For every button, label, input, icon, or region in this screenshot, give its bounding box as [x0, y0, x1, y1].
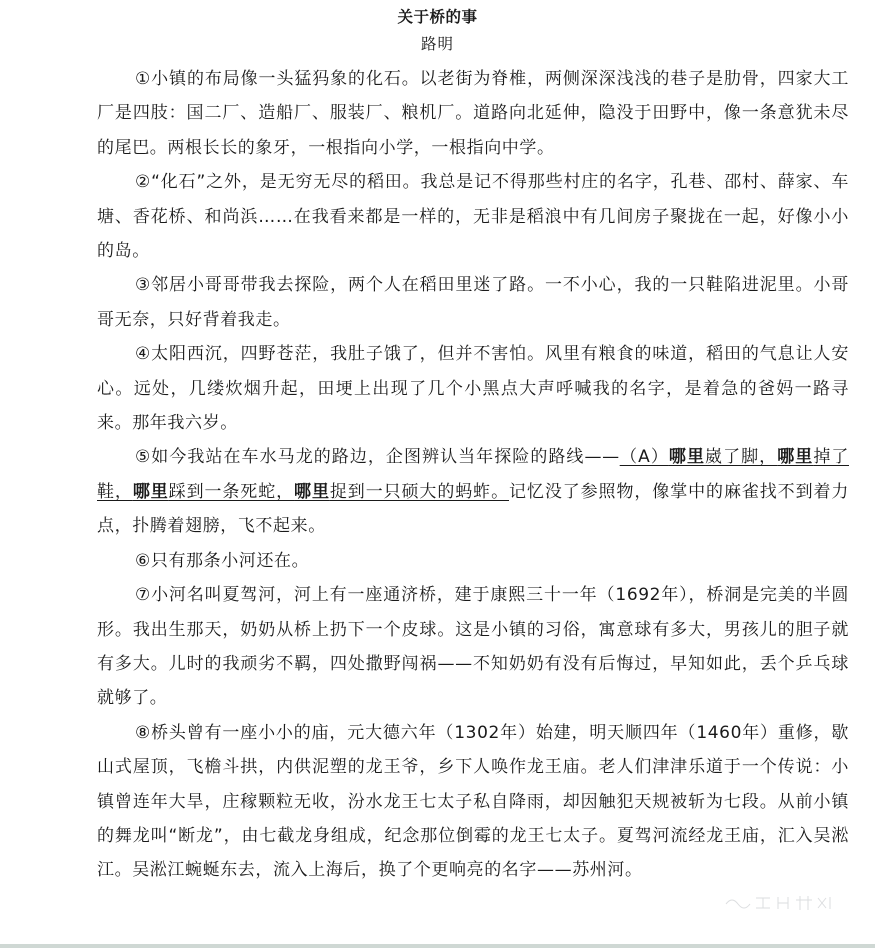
paragraph-5	[97, 440, 849, 543]
underlined-label-a: （A）	[619, 447, 669, 468]
paragraph-1: ①小镇的布局像一头猛犸象的化石。以老街为脊椎，两侧深深浅浅的巷子是肋骨，四家大工厂是四肢：国二厂、造船厂、服装厂、粮机厂。道路向北延伸，隐没于田野中，像一条意犹未尽的尾巴。两根长长的象牙，一根指向小学，一根指向中学。	[97, 69, 849, 158]
bold-nali-4: 哪里	[294, 481, 330, 502]
bold-nali-3: 哪里	[132, 481, 169, 502]
underlined-phrase-2: 掉了鞋，	[97, 447, 849, 502]
paragraph-4: ④太阳西沉，四野苍茫，我肚子饿了，但并不害怕。风里有粮食的味道，稻田的气息让人安心。远处，几缕炊烟升起，田埂上出现了几个小黑点大声呼喊我的名字，是着急的爸妈一路寻来。那年我六岁。	[97, 344, 849, 434]
bold-nali-1: 哪里	[668, 447, 706, 468]
paragraph-3: ③邻居小哥哥带我去探险，两个人在稻田里迷了路。一不小心，我的一只鞋陷进泥里。小哥哥无奈，只好背着我走。	[97, 275, 849, 330]
bold-nali-2: 哪里	[777, 447, 814, 468]
paragraph-5-lead: ⑤如今我站在车水马龙的路边，企图辨认当年探险的路线——	[135, 447, 620, 468]
underlined-phrase-3: 踩到一条死蛇，	[168, 481, 295, 502]
bottom-divider	[0, 944, 875, 948]
underlined-phrase-1: 崴了脚，	[705, 447, 778, 468]
article-author: 路明	[420, 35, 454, 53]
watermark-icon	[722, 892, 842, 912]
paragraph-2: ②“化石”之外，是无穷无尽的稻田。我总是记不得那些村庄的名字，孔巷、邵村、薛家、车塘、香花桥、和尚浜……在我看来都是一样的，无非是稻浪中有几间房子聚拢在一起，好像小小的岛。	[97, 172, 849, 262]
article-title: 关于桥的事	[397, 8, 478, 26]
paragraph-6: ⑥只有那条小河还在。	[135, 550, 310, 571]
underlined-phrase-4: 捉到一只硕大的蚂蚱。	[329, 481, 509, 502]
paragraph-7: ⑦小河名叫夏驾河，河上有一座通济桥，建于康熙三十一年（1692年），桥洞是完美的半圆形。我出生那天，奶奶从桥上扔下一个皮球。这是小镇的习俗，寓意球有多大，男孩儿的胆子就有多大。儿时的我顽劣不羁，四处撒野闯祸——不知奶奶有没有后悔过，早知如此，丢个乒乓球就够了。	[97, 585, 849, 709]
paragraph-8: ⑧桥头曾有一座小小的庙，元大德六年（1302年）始建，明天顺四年（1460年）重修，歇山式屋顶，飞檐斗拱，内供泥塑的龙王爷，乡下人唤作龙王庙。老人们津津乐道于一个传说：小镇曾连年大旱，庄稼颗粒无收，汾水龙王七太子私自降雨，却因触犯天规被斩为七段。从前小镇的舞龙叫“断龙”，由七截龙身组成，纪念那位倒霉的龙王七太子。夏驾河流经龙王庙，汇入吴淞江。吴淞江蜿蜒东去，流入上海后，换了个更响亮的名字——苏州河。	[97, 722, 849, 881]
article-body	[97, 62, 849, 888]
paragraph-5-tail: 记忆没了参照物，像掌中的麻雀找不到着力点，扑腾着翅膀，飞不起来。	[97, 481, 850, 537]
